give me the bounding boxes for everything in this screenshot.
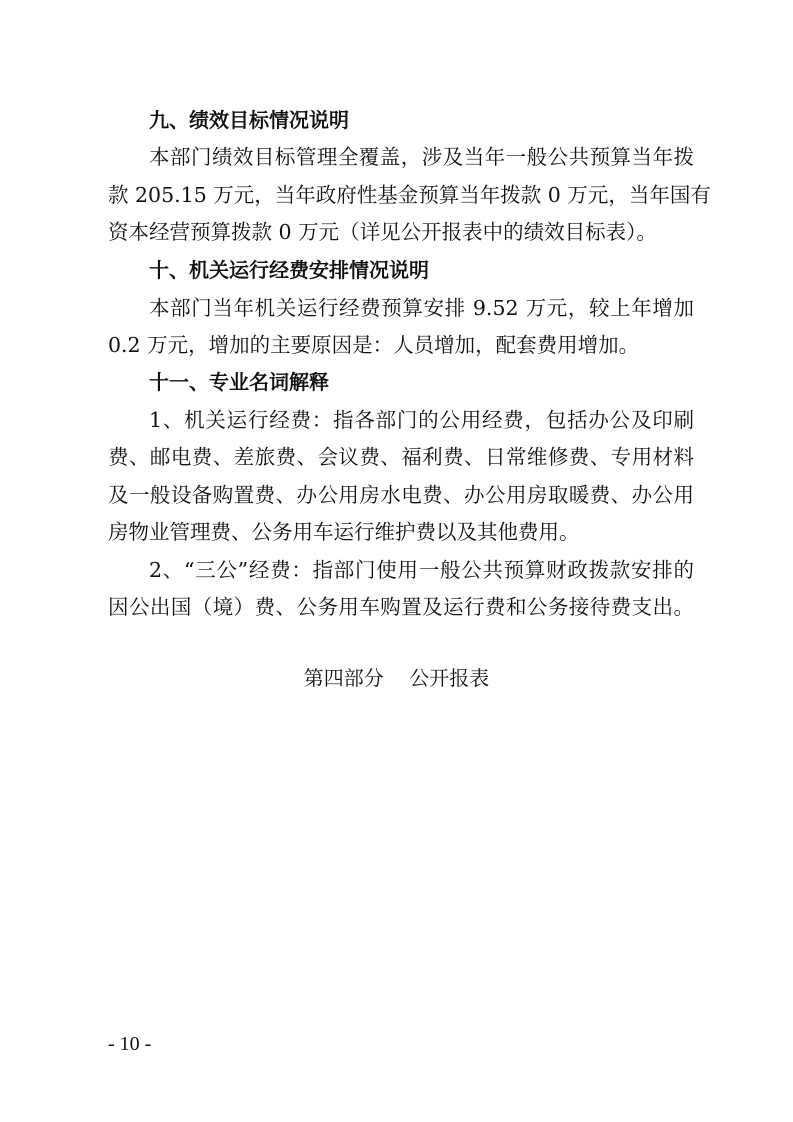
section-11-heading: 十一、专业名词解释	[149, 370, 329, 394]
term-2-line-2: 因公出国（境）费、公务用车购置及运行费和公务接待费支出。	[108, 595, 694, 619]
term-1-line-2: 费、邮电费、差旅费、会议费、福利费、日常维修费、专用材料	[108, 445, 694, 469]
term-1-line-1: 1、机关运行经费：指各部门的公用经费，包括办公及印刷	[149, 408, 694, 432]
section-10-line-2: 0.2 万元，增加的主要原因是：人员增加，配套费用增加。	[108, 333, 640, 357]
section-9-line-1: 本部门绩效目标管理全覆盖，涉及当年一般公共预算当年拨	[149, 145, 694, 169]
page-number: - 10 -	[108, 1033, 152, 1055]
section-9-line-3: 资本经营预算拨款 0 万元（详见公开报表中的绩效目标表）。	[108, 220, 657, 244]
term-1-line-3: 及一般设备购置费、办公用房水电费、办公用房取暖费、办公用	[108, 483, 694, 507]
section-10-heading: 十、机关运行经费安排情况说明	[149, 258, 429, 282]
section-9-line-2: 款 205.15 万元，当年政府性基金预算当年拨款 0 万元，当年国有	[108, 183, 711, 207]
section-10-line-1: 本部门当年机关运行经费预算安排 9.52 万元，较上年增加	[149, 296, 694, 320]
term-1-line-4: 房物业管理费、公务用车运行维护费以及其他费用。	[108, 520, 580, 544]
term-2-line-1: 2、“三公”经费：指部门使用一般公共预算财政拨款安排的	[149, 558, 694, 582]
section-9-heading: 九、绩效目标情况说明	[149, 108, 349, 132]
part-four-title: 第四部分 公开报表	[303, 666, 490, 690]
